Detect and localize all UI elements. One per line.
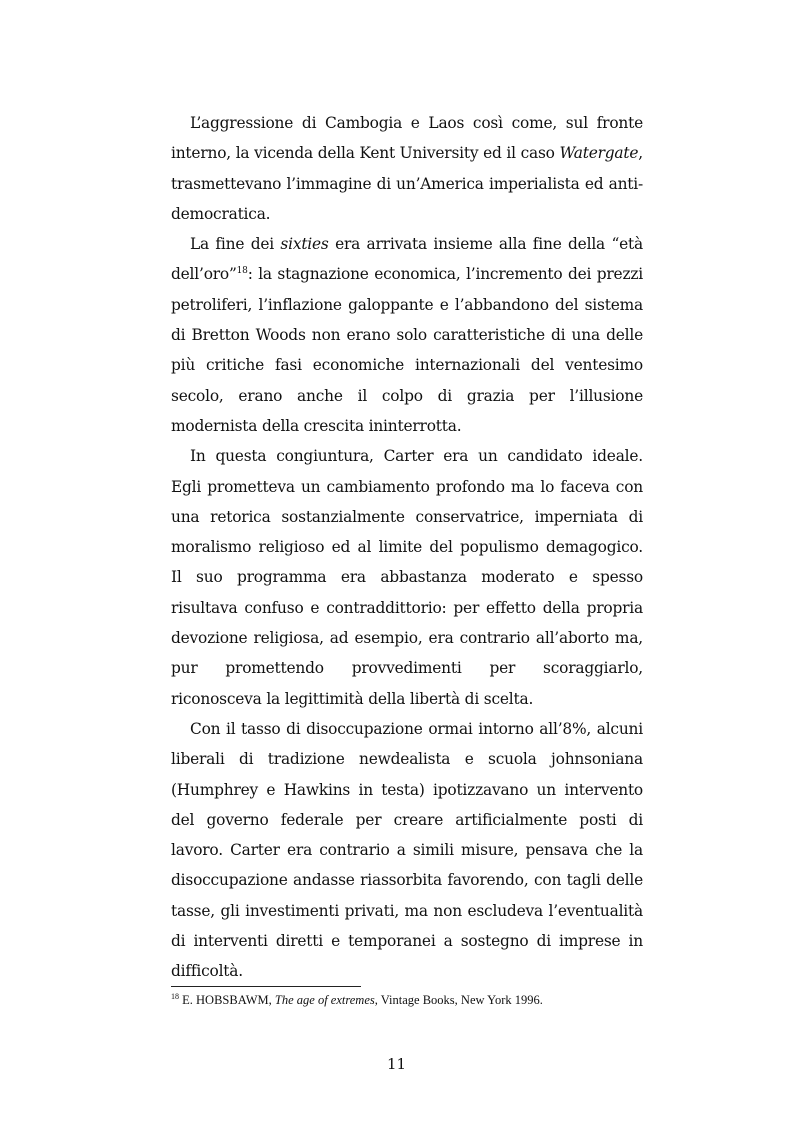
paragraph-2-text-b: era arrivata insieme alla fine della “età dell’oro” (171, 235, 643, 284)
paragraph-2 (171, 229, 643, 441)
paragraph-1-text-b: , trasmettevano l’immagine di un’America imperialista ed anti-democratica. (171, 144, 643, 223)
footnote-title: The age of extremes (274, 993, 375, 1007)
footnote-author: E. HOBSBAWM, (182, 993, 275, 1007)
paragraph-4: Con il tasso di disoccupazione ormai intorno all’8%, alcuni liberali di tradizione newdealista e scuola johnsoniana (Humphrey e Hawkins in testa) ipotizzavano un intervento del governo federale per creare artificialmente posti di lavoro. Carter era contrario a simili misure, pensava che la disoccupazione andasse riassorbita favorendo, con tagli delle tasse, gli investimenti privati, ma non escludeva l’eventualità di interventi diretti e temporanei a sostegno di imprese in difficoltà. (171, 719, 643, 981)
footnote (171, 992, 643, 1008)
paragraph-2-italic: sixties (280, 235, 329, 254)
paragraph-2-text-a: La fine dei (190, 235, 281, 254)
paragraph-1-italic: Watergate (559, 144, 639, 163)
paragraph-2-text-c: : la stagnazione economica, l’incremento dei prezzi petroliferi, l’inflazione galoppante e l’abbandono del sistema di Bretton Woods non erano solo caratteristiche di una delle più critiche fasi economiche internazionali del ventesimo secolo, erano anche il colpo di grazia per l’illusione modernista della crescita ininterrotta. (171, 265, 643, 435)
footnote-number: 18 (171, 991, 179, 1001)
page-body (171, 108, 672, 987)
page-number: 11 (386, 1055, 407, 1073)
paragraph-1-text-a: L’aggressione di Cambogia e Laos così come, sul fronte interno, la vicenda della Kent University ed il caso (171, 114, 643, 163)
footnote-reference[interactable]: 18 (236, 266, 248, 277)
footnote-publication: , Vintage Books, New York 1996. (374, 993, 543, 1007)
paragraph-1 (171, 108, 643, 229)
footnote-divider (171, 986, 361, 987)
paragraph-3: In questa congiuntura, Carter era un candidato ideale. Egli prometteva un cambiamento profondo ma lo faceva con una retorica sostanzialmente conservatrice, imperniata di moralismo religioso ed al limite del populismo demagogico. Il suo programma era abbastanza moderato e spesso risultava confuso e contraddittorio: per effetto della propria devozione religiosa, ad esempio, era contrario all’aborto ma, pur promettendo provvedimenti per scoraggiarlo, riconosceva la legittimità della libertà di scelta. (171, 447, 672, 708)
